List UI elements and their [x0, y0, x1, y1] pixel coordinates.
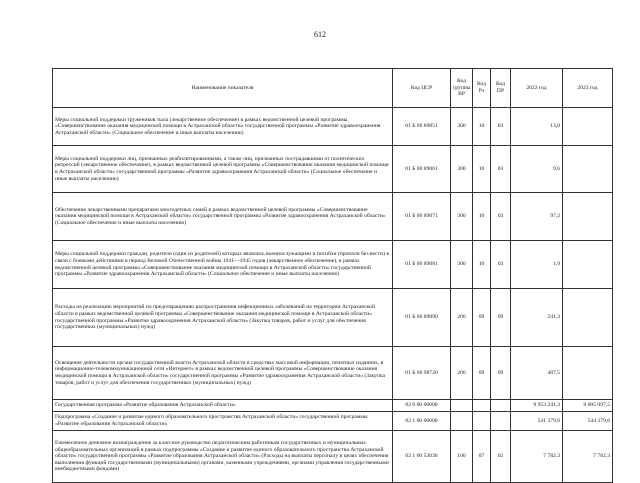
row-pr: 02 — [491, 431, 511, 483]
row-rz: 09 — [473, 289, 491, 347]
table-row — [53, 241, 613, 289]
row-2023 — [563, 347, 613, 400]
row-2023 — [563, 146, 613, 193]
row-pr: 03 — [491, 241, 511, 289]
row-2022: 9,6 — [511, 146, 563, 193]
table-row — [53, 431, 613, 483]
row-2023 — [563, 241, 613, 289]
row-vr: 200 — [451, 289, 473, 347]
row-2022: 1,9 — [511, 241, 563, 289]
row-2022: 9 953 241,3 — [511, 400, 563, 412]
row-csr: 01 Б 00 98720 — [393, 347, 451, 400]
table-row — [53, 412, 613, 431]
page-number: 612 — [314, 30, 326, 39]
header-vr: Код группы ВР — [451, 69, 473, 108]
row-vr — [451, 400, 473, 412]
row-vr: 300 — [451, 193, 473, 241]
row-rz — [473, 400, 491, 412]
row-csr: 02 1 00 00000 — [393, 412, 451, 431]
row-csr: 01 Б 00 89071 — [393, 193, 451, 241]
row-rz: 10 — [473, 146, 491, 193]
row-2023 — [563, 193, 613, 241]
table-row — [53, 400, 613, 412]
table-row — [53, 347, 613, 400]
budget-table — [52, 68, 613, 483]
row-2022: 7 782,3 — [511, 431, 563, 483]
row-2022: 487,5 — [511, 347, 563, 400]
row-2023 — [563, 108, 613, 146]
row-name: Меры социальной поддержки граждан, родители (один из родителей) которых являлись военнослужащими и погибли (пропали без вести) в связи с боевыми действиями в период Великой Отечественной войны 1941—1945 годов (лекарственное обеспечение), в рамках ведомственной целевой программы «Совершенствование оказания медицинской помощи в Астраханской области» государственной программы «Развитие здравоохранения Астраханской области» (Социальное обеспечение и иные выплаты населению) — [53, 241, 393, 289]
header-name: Наименование показателя — [53, 69, 393, 108]
header-pr: Код ПР — [491, 69, 511, 108]
row-pr — [491, 412, 511, 431]
row-pr — [491, 400, 511, 412]
row-csr: 02 1 00 53030 — [393, 431, 451, 483]
table-row — [53, 108, 613, 146]
table-row — [53, 146, 613, 193]
row-rz: 09 — [473, 347, 491, 400]
row-vr: 200 — [451, 347, 473, 400]
row-name: Освещение деятельности органа государственной власти Астраханской области в средствах массовой информации, печатных изданиях, в информационно-телекоммуникационной сети «Интернет» в рамках ведомственной целевой программы «Совершенствование оказания медицинской помощи в Астраханской области» государственной программы «Развитие здравоохранения Астраханской области» (Закупка товаров, работ и услуг для обеспечения государственных (муниципальных) нужд) — [53, 347, 393, 400]
row-name: Государственная программа «Развитие образования Астраханской области» — [53, 400, 393, 412]
row-2023: 8 005 097,5 — [563, 400, 613, 412]
row-rz: 10 — [473, 193, 491, 241]
header-csr: Код ЦСР — [393, 69, 451, 108]
row-rz: 10 — [473, 108, 491, 146]
table-row — [53, 193, 613, 241]
header-2022: 2022 год — [511, 69, 563, 108]
row-name: Расходы на реализацию мероприятий по предотвращению распространения инфекционных заболеваний на территории Астраханской области в рамках ведомственной целевой программы «Совершенствование оказания медицинской помощи в Астраханской области» государственной программы «Развитие здравоохранения Астраханской области» (Закупка товаров, работ и услуг для обеспечения государственных (муниципальных) нужд) — [53, 289, 393, 347]
header-2023: 2023 год — [563, 69, 613, 108]
row-name: Меры социальной поддержки лиц, признанных реабилитированными, а также лиц, признанных пострадавшими от политических репрессий (лекарственное обеспечение), в рамках ведомственной целевой программы «Совершенствование оказания медицинской помощи в Астраханской области» государственной программы «Развитие здравоохранения Астраханской области» (Социальное обеспечение и иные выплаты населению) — [53, 146, 393, 193]
row-2022: 241,3 — [511, 289, 563, 347]
row-2022: 97,2 — [511, 193, 563, 241]
row-name: Подпрограмма «Создание и развитие единого образовательного пространства Астраханской области» государственной программы «Развитие образования Астраханской области» — [53, 412, 393, 431]
row-2022: 541 379,6 — [511, 412, 563, 431]
row-rz: 07 — [473, 431, 491, 483]
row-2023: 544 379,6 — [563, 412, 613, 431]
row-csr: 01 Б 00 89051 — [393, 108, 451, 146]
row-name: Обеспечение лекарственными препаратами многодетных семей в рамках ведомственной целевой программы «Совершенствование оказания медицинской помощи в Астраханской области» государственной программы «Развитие здравоохранения Астраханской области» (Социальное обеспечение и иные выплаты населению) — [53, 193, 393, 241]
header-row — [53, 69, 613, 108]
row-csr: 01 Б 00 89090 — [393, 289, 451, 347]
header-rz: Код Рз — [473, 69, 491, 108]
table-row — [53, 289, 613, 347]
row-vr: 100 — [451, 431, 473, 483]
row-2023: 7 782,3 — [563, 431, 613, 483]
row-name: Ежемесячное денежное вознаграждение за классное руководство педагогическим работникам государственных и муниципальных общеобразовательных организаций в рамках подпрограммы «Создание и развитие единого образовательного пространства Астраханской области» государственной программы «Развитие образования Астраханской области» (Расходы на выплаты персоналу в целях обеспечения выполнения функций государственными (муниципальными) органами, казенными учреждениями, органами управления государственными внебюджетными фондами) — [53, 431, 393, 483]
row-pr: 03 — [491, 108, 511, 146]
row-vr: 300 — [451, 108, 473, 146]
row-csr: 01 Б 00 89061 — [393, 146, 451, 193]
row-pr: 03 — [491, 146, 511, 193]
row-csr: 01 Б 00 89081 — [393, 241, 451, 289]
row-2022: 13,0 — [511, 108, 563, 146]
row-rz — [473, 412, 491, 431]
row-pr: 09 — [491, 347, 511, 400]
row-name: Меры социальной поддержки тружеников тыла (лекарственное обеспечение) в рамках ведомственной целевой программы «Совершенствование оказания медицинской помощи в Астраханской области» государственной программы «Развитие здравоохранения Астраханской области» (Социальное обеспечение и иные выплаты населению) — [53, 108, 393, 146]
row-vr: 300 — [451, 146, 473, 193]
row-2023 — [563, 289, 613, 347]
row-vr: 300 — [451, 241, 473, 289]
row-pr: 09 — [491, 289, 511, 347]
row-csr: 02 0 00 00000 — [393, 400, 451, 412]
row-rz: 10 — [473, 241, 491, 289]
row-vr — [451, 412, 473, 431]
row-pr: 03 — [491, 193, 511, 241]
